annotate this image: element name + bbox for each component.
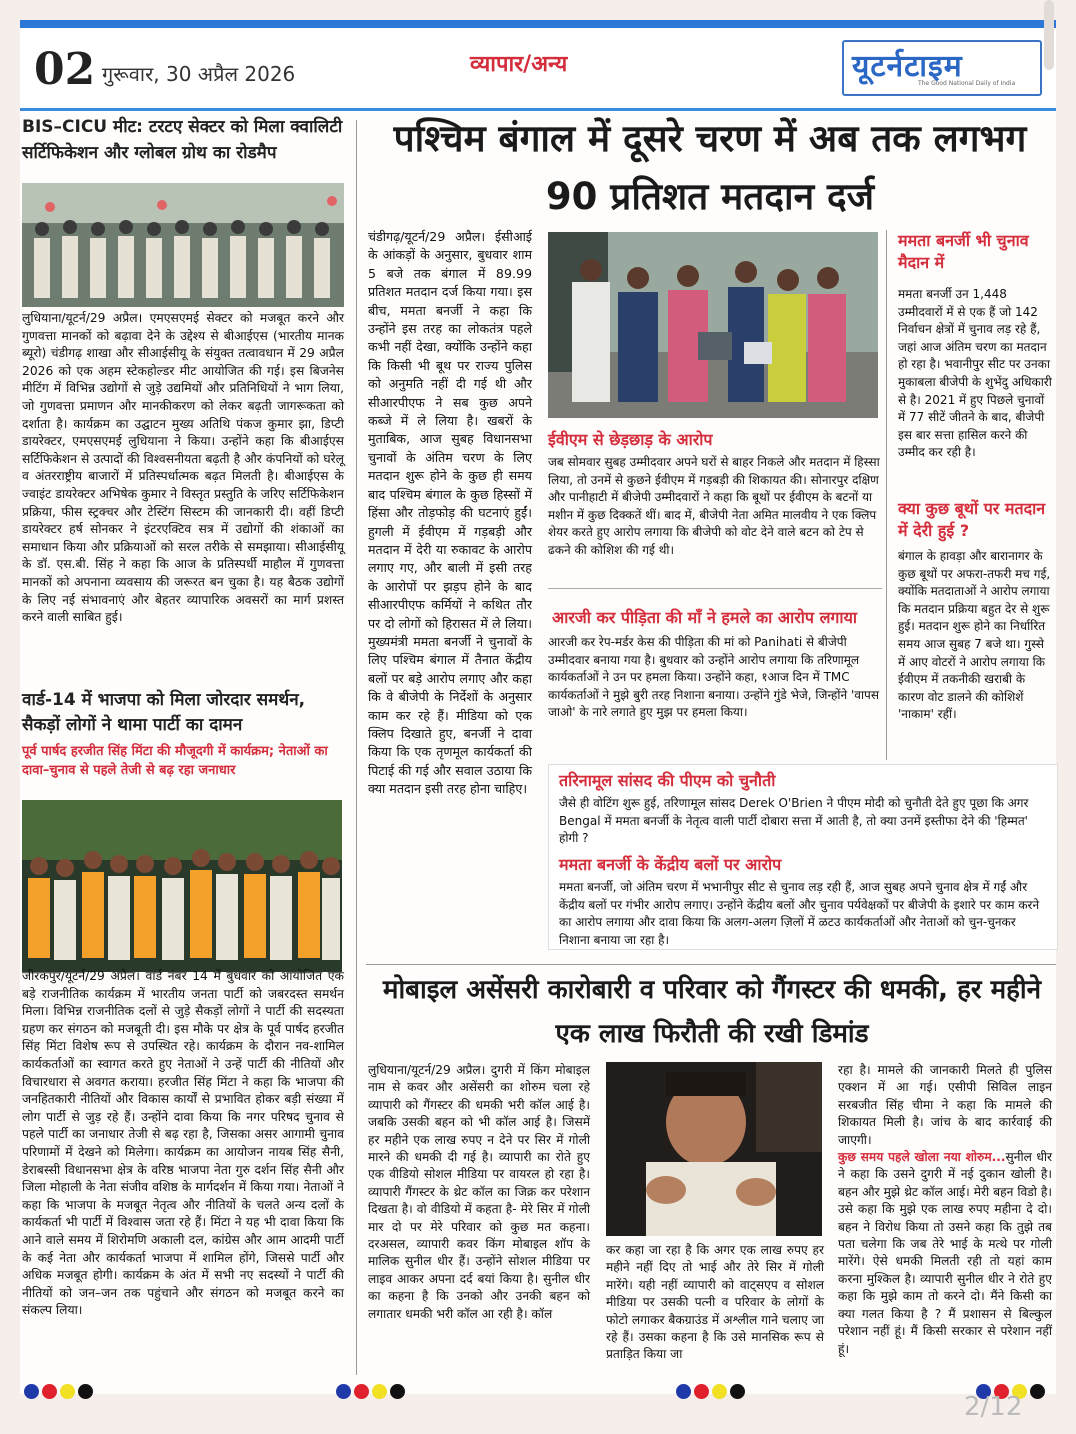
bottom-headline: मोबाइल असेंसरी कारोबारी व परिवार को गैंगस्टर की धमकी, हर महीने एक लाख फिरौती की रखी डिमांड (382, 975, 1042, 1049)
logo-tagline: The Good National Daily of India (918, 80, 1016, 87)
masthead-logo (842, 40, 1042, 96)
central-forces-body: ममता बनर्जी, जो अंतिम चरण में भभानीपुर सीट से चुनाव लड़ रही हैं, आज सुबह अपने चुनाव क्षेत्र में गईं और केंद्रीय बलों पर गंभीर आरोप लगाए। उन्होंने केंद्रीय बलों और चुनाव पर्यवेक्षकों पर बीजेपी के इशारे पर काम करने का आरोप लगाया और दावा किया कि अलग-अलग ज़िलों में ळटउ कार्यकर्ताओं और नेताओं को चुन-चुनकर निशाना बनाया जा रहा है। (559, 880, 1040, 947)
black-dot-icon (390, 1384, 405, 1399)
page-indicator: 2/12 (964, 1392, 1023, 1422)
divider-line (366, 964, 1056, 965)
evm-body: जब सोमवार सुबह उम्मीदवार अपने घरों से बाहर निकले और मतदान में हिस्सा लिया, तो उनमें से कुछने ईवीएम में गड़बड़ी की शिकायत की। सोनारपुर दक्षिण और पानीहाटी में बीजेपी उम्मीदवारों ने कहा कि बूथों पर ईवीएम के बटनों या मशीन में कुछ दिक्कतें थीं। बाद में, बीजेपी नेता अमित मालवीय ने एक क्लिप शेयर करते हुए आरोप लगाया कि बीजेपी को वोट देने वाले बटन को टेप से ढकने की कोशिश की गई थी। (548, 455, 880, 557)
evm-subhead: ईवीएम से छेड़छाड़ के आरोप (548, 430, 713, 449)
bottom-col1: लुधियाना/यूटर्न/29 अप्रैल। दुगरी में किंग मोबाइल नाम से कवर और असेंसरी का शोरुम चला रहे व्यापारी को गैंगस्टर की धमकी भरी कॉल आई है। जबकि उसकी बहन को भी कॉल आई है। जिसमें हर महीने एक लाख रुपए न देने पर सिर में गोली मारने की धमकी दी गई है। व्यापारी का रोते हुए एक वीडियो सोशल मीडिया पर वायरल हो रहा है। व्यापारी गैंगस्टर के थ्रेट कॉल का जिक्र कर परेशान दिखता है। वो वीडियो में कहता है- मेरे सिर में गोली मार दो पर मेरे परिवार को कुछ मत कहना। दरअसल, व्यापारी कवर किंग मोबाइल शॉप के मालिक सुनील धीर हैं। उन्होंने सोशल मीडिया पर लाइव आकर अपना दर्द बयां किया है। सुनील धीर का कहना है कि उनको और उनकी बहन को लगातार धमकी भरी कॉल आ रही है। कॉल (368, 1063, 590, 1321)
blue-dot-icon (24, 1384, 39, 1399)
highlight-box (548, 764, 1058, 950)
lead-headline: पश्चिम बंगाल में दूसरे चरण में अब तक लगभग 90 प्रतिशत मतदान दर्ज (393, 117, 1027, 218)
blue-dot-icon (676, 1384, 691, 1399)
bottom-col3-part2: सुनील धीर ने कहा कि उसने दुगरी में नई दुकान खोली है। बहन और मुझे थ्रेट कॉल आई। मेरी बहन विडो है। उसे कहा कि मुझे एक लाख रुपए महीना दे दो। बहन ने विरोध किया तो उसने कहा कि तुझे तब पता चलेगा कि जब तेरे भाई के मत्थे पर गोली मारेंगे। ऐसे धमकी मिलती रही तो यहां काम करना मुश्किल है। व्यापारी सुनील धीर ने रोते हुए कहा कि मुझे काम तो करने दो। मैंने किसी का क्या गलत किया है ? मैं प्रशासन से बिल्कुल परेशान नहीं हूं। मैं किसी सरकार से परेशान नहीं हूं। (838, 1150, 1052, 1356)
top-color-strip (20, 20, 1056, 28)
voting-staff-photo (548, 232, 878, 418)
new-showroom-lead: कुछ समय पहले खोला नया शोरुम... (838, 1150, 1006, 1165)
rg-kar-body: आरजी कर रेप-मर्डर केस की पीड़िता की मां को Panihati से बीजेपी उम्मीदवार बनाया गया है। बुधवार को उन्होंने आरोप लगाया कि तरिणामूल कार्यकर्ताओं ने उन पर हमला किया। उन्होंने कहा, १आज दिन में TMC कार्यकर्ताओं ने मुझे बुरी तरह निशाना बनाया। उन्होंने गुंडे भेजे, जिन्होंने 'वापस जाओ' के नारे लगाते हुए मुझ पर हमला किया। (548, 635, 879, 720)
divider-line (548, 588, 882, 589)
page-number: 02 (34, 44, 96, 95)
lead-body: चंडीगढ़/यूटर्न/29 अप्रैल। ईसीआई के आंकड़ों के अनुसार, बुधवार शाम 5 बजे तक बंगाल में 89.99 प्रतिशत मतदान दर्ज किया गया। इस बीच, ममता बनर्जी ने कहा कि उन्होंने इस तरह का लोकतंत्र पहले कभी नहीं देखा, क्योंकि उन्होंने कहा कि किसी भी बूथ पर राज्य पुलिस को अनुमति नहीं दी गई थी और सीआरपीएफ ने सब कुछ अपने कब्जे में ले लिया है। खबरों के मुताबिक, आज सुबह विधानसभा चुनावों के अंतिम चरण के लिए मतदान शुरू होने के कुछ ही समय बाद पश्चिम बंगाल के कुछ हिस्सों में हिंसा और तोड़फोड़ की घटनाएं हुईं। हुगली में ईवीएम में गड़बड़ी और मतदान में देरी या रुकावट के आरोप लगाए गए, और बाली में इसी तरह के आरोपों पर झड़प होने के बाद सीआरपीएफ कर्मियों ने कथित तौर पर दो लोगों को हिरासत में ले लिया। मुख्यमंत्री ममता बनर्जी ने चुनावों के लिए पश्चिम बंगाल में तैनात केंद्रीय बलों पर बड़े आरोप लगाए और कहा कि वे बीजेपी के निर्देशों के अनुसार काम कर रहे हैं। मीडिया को एक क्लिप दिखाते हुए, बनर्जी ने दावा किया कि एक तृणमूल कार्यकर्ता की पिटाई की गई और सवाल उठाया कि क्या मतदान इसी तरह होना चाहिए। (368, 229, 532, 797)
red-dot-icon (42, 1384, 57, 1399)
bjp-event-photo (22, 800, 342, 972)
mamata-contest-body: ममता बनर्जी उन 1,448 उम्मीदवारों में से एक हैं जो 142 निर्वाचन क्षेत्रों में चुनाव लड़ रहे हैं, जहां आज अंतिम चरण का मतदान हो रहा है। भवानीपुर सीट पर उनका मुकाबला बीजेपी के शुभेंदु अधिकारी से है। 2021 में हुए पिछले चुनावों में 77 सीटें जीतने के बाद, बीजेपी इस बार सत्ता हासिल करने की उम्मीद कर रही है। (898, 287, 1052, 460)
red-dot-icon (354, 1384, 369, 1399)
page-header (20, 30, 1056, 111)
column-divider (886, 230, 887, 760)
story2-subhead: पूर्व पार्षद हरजीत सिंह मिंटा की मौजूदगी में कार्यक्रम; नेताओं का दावा–चुनाव से पहले तेजी से बढ़ रहा जनाधार (22, 744, 328, 778)
registration-marks (676, 1384, 748, 1402)
central-forces-subhead: ममता बनर्जी के केंद्रीय बलों पर आरोप (559, 855, 782, 874)
meeting-group-photo (22, 183, 344, 307)
story1-body: लुधियाना/यूटर्न/29 अप्रैल। एमएसएमई सेक्टर को मजबूत करने और गुणवत्ता मानकों को बढ़ावा देने के उद्देश्य से बीआईएस (भारतीय मानक ब्यूरो) चंडीगढ़ शाखा और सीआईसीयू के संयुक्त तत्वावधान में 29 अप्रैल 2026 को एक अहम स्टेकहोल्डर मीट आयोजित की गई। इस बिजनेस मीटिंग में विभिन्न उद्योगों से जुड़े उद्यमियों और प्रतिनिधियों ने भाग लिया, जो गुणवत्ता प्रमाणन और मानकीकरण को लेकर बढ़ती जागरूकता को दर्शाता है। कार्यक्रम का उद्घाटन मुख्य अतिथि पंकज कुमार झा, डिप्टी डायरेक्टर, एमएसएमई लुधियाना ने किया। उन्होंने कहा कि बीआईएस सर्टिफिकेशन से उत्पादों की विश्वसनीयता बढ़ती है और कंपनियों को घरेलू व अंतरराष्ट्रीय बाजारों में प्रतिस्पर्धात्मक बढ़त मिलती है। बीआईएस के ज्वाइंट डायरेक्टर अभिषेक कुमार ने विस्तृत प्रस्तुति के जरिए सर्टिफिकेशन प्रक्रिया, फीस स्ट्रक्चर और टेस्टिंग सिस्टम की जानकारी दी। वहीं डिप्टी डायरेक्टर हर्ष सोनकर ने इंटरएक्टिव सत्र में उद्योगों की शंकाओं का समाधान किया और प्रक्रियाओं को सरल तरीके से समझाया। सीआईसीयू के डॉ. एस.बी. सिंह ने कहा कि आज के प्रतिस्पर्धी माहौल में गुणवत्ता मानकों को अपनाना व्यवसाय की जरूरत बन चुका है। यह बैठक उद्योगों के लिए नई संभावनाएं और बेहतर व्यापारिक अवसरों का मार्ग प्रशस्त करने वाली साबित हुई। (22, 311, 344, 625)
bottom-col3 (838, 1062, 1052, 1358)
trader-video-photo (606, 1062, 822, 1236)
column-divider (356, 120, 357, 1375)
booth-delay-subhead: क्या कुछ बूथों पर मतदान में देरी हुई ? (898, 499, 1046, 540)
newspaper-page (20, 20, 1056, 1394)
scrollbar-thumb[interactable] (1044, 0, 1054, 70)
section-title: व्यापार/अन्य (470, 52, 568, 77)
yellow-dot-icon (60, 1384, 75, 1399)
bottom-col3-part1: रहा है। मामले की जानकारी मिलते ही पुलिस एक्शन में आ गई। एसीपी सिविल लाइन सरबजीत सिंह चीमा ने कहा कि मामले की शिकायत मिली है। जांच के बाद कार्रवाई की जाएगी। (838, 1063, 1052, 1147)
rg-kar-subhead: आरजी कर पीड़िता की माँ ने हमले का आरोप लगाया (552, 608, 857, 627)
story2-body: जीरकपुर/यूटर्न/29 अप्रैल। वार्ड नंबर 14 में बुधवार को आयोजित एक बड़े राजनीतिक कार्यक्रम में भारतीय जनता पार्टी को जबरदस्त समर्थन मिला। विभिन्न राजनीतिक दलों से जुड़े सैकड़ों लोगों ने पार्टी की सदस्यता ग्रहण कर संगठन को मजबूती दी। इस मौके पर क्षेत्र के पूर्व पार्षद हरजीत सिंह मिंटा विशेष रूप से उपस्थित रहे। कार्यक्रम के दौरान नव-शामिल कार्यकर्ताओं का स्वागत करते हुए नेताओं ने उन्हें पार्टी की नीतियों और विचारधारा से अवगत कराया। हरजीत सिंह मिंटा ने कहा कि भाजपा की जनहितकारी नीतियों और विकास कार्यों से प्रभावित होकर बड़ी संख्या में लोग पार्टी से जुड़ रहे हैं। उन्होंने दावा किया कि नगर परिषद चुनाव से पहले पार्टी का जनाधार तेजी से बढ़ रहा है, जिसका असर आगामी चुनाव परिणामों में देखने को मिलेगा। कार्यक्रम का आयोजन नायब सिंह सैनी, डेराबस्सी विधानसभा क्षेत्र के वरिष्ठ भाजपा नेता गुरु दर्शन सिंह सैनी और जिला मोहाली के नेता संजीव वशिष्ठ के मार्गदर्शन में किया गया। नेताओं ने कहा कि भाजपा के मजबूत नेतृत्व और नीतियों के चलते अन्य दलों के कार्यकर्ता भी पार्टी में विश्वास जता रहे हैं। मिंटा ने यह भी दावा किया कि आने वाले समय में शिरोमणि अकाली दल, कांग्रेस और आम आदमी पार्टी के कई नेता और कार्यकर्ता भाजपा में शामिल होंगे, जिससे पार्टी और अधिक मजबूत होगी। कार्यक्रम के अंत में सभी नए सदस्यों ने पार्टी की नीतियों को जन–जन तक पहुंचाने और संगठन को मजबूत करने का संकल्प लिया। (22, 969, 344, 1318)
tmc-challenge-body: जैसे ही वोटिंग शुरू हुई, तरिणामूल सांसद Derek O'Brien ने पीएम मोदी को चुनौती देते हुए पूछा कि अगर Bengal में ममता बनर्जी के नेतृत्व वाली पार्टी दोबारा सत्ता में आती है, तो क्या उनमें इस्तीफा देने की 'हिम्मत' होगी ? (559, 796, 1029, 846)
yellow-dot-icon (712, 1384, 727, 1399)
bottom-col2: कर कहा जा रहा है कि अगर एक लाख रुपए हर महीने नहीं दिए तो भाई और तेरे सिर में गोली मारेंगे। यही नहीं व्यापारी को वाट्सएप व सोशल मीडिया पर उसकी पत्नी व परिवार के लोगों के फोटो लगाकर बैकग्राउंड में अश्लील गाने चलाए जा रहे हैं। उसका कहना है कि उसे मानसिक रूप से प्रताड़ित किया जा (606, 1243, 824, 1362)
registration-marks (336, 1384, 408, 1402)
yellow-dot-icon (372, 1384, 387, 1399)
logo-text: यूटर्नटाइम (852, 49, 963, 84)
booth-delay-body: बंगाल के हावड़ा और बारानागर के कुछ बूथों पर अफरा-तफरी मच गई, क्योंकि मतदाताओं ने आरोप लगाया कि मतदान प्रक्रिया बहुत देर से शुरू हुई। मतदान शुरू होने का निर्धारित समय आज सुबह 7 बजे था। गुस्से में आए वोटरों ने आरोप लगाया कि ईवीएम में तकनीकी खराबी के कारण वोट डालने की कोशिशें 'नाकाम' रहीं। (898, 549, 1051, 722)
black-dot-icon (730, 1384, 745, 1399)
mamata-contest-subhead: ममता बनर्जी भी चुनाव मैदान में (898, 231, 1029, 272)
black-dot-icon (78, 1384, 93, 1399)
blue-dot-icon (336, 1384, 351, 1399)
registration-marks (24, 1384, 96, 1402)
story1-headline: BIS–CICU मीट: टरटए सेक्टर को मिला क्वालिटी सर्टिफिकेशन और ग्लोबल ग्रोथ का रोडमैप (22, 117, 343, 163)
tmc-challenge-subhead: तरिनामूल सांसद की पीएम को चुनौती (559, 771, 776, 790)
issue-date: गुरूवार, 30 अप्रैल 2026 (102, 62, 296, 86)
story2-headline: वार्ड-14 में भाजपा को मिला जोरदार समर्थन, सैकड़ों लोगों ने थामा पार्टी का दामन (22, 690, 306, 735)
red-dot-icon (694, 1384, 709, 1399)
black-dot-icon (1030, 1384, 1045, 1399)
